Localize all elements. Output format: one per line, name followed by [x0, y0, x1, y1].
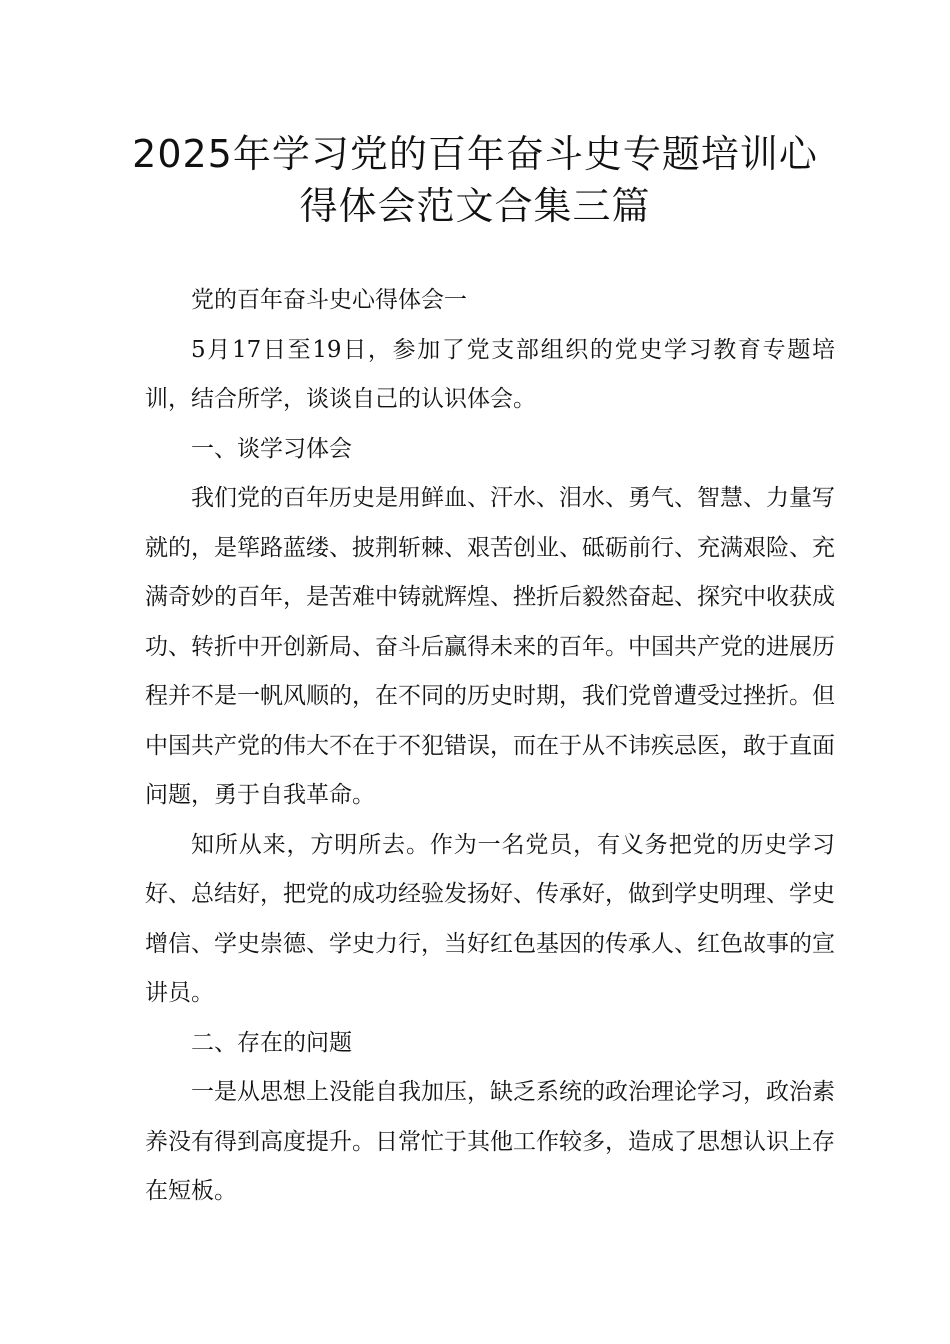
document-title [60, 128, 890, 232]
title-line-1: 2025年学习党的百年奋斗史专题培训心 [132, 132, 818, 176]
body-paragraph: 5月17日至19日，参加了党支部组织的党史学习教育专题培训，结合所学，谈谈自己的认识体会。 [145, 336, 835, 412]
document-body [145, 276, 835, 1217]
subsection-heading: 一、谈学习体会 [191, 435, 352, 462]
section-heading: 党的百年奋斗史心得体会一 [191, 287, 467, 313]
body-paragraph: 一是从思想上没能自我加压，缺乏系统的政治理论学习，政治素养没有得到高度提升。日常忙于其他工作较多，造成了思想认识上存在短板。 [145, 1079, 835, 1204]
body-paragraph: 我们党的百年历史是用鲜血、汗水、泪水、勇气、智慧、力量写就的，是筚路蓝缕、披荆斩棘、艰苦创业、砥砺前行、充满艰险、充满奇妙的百年，是苦难中铸就辉煌、挫折后毅然奋起、探究中收获成功、转折中开创新局、奋斗后赢得未来的百年。中国共产党的进展历程并不是一帆风顺的，在不同的历史时期，我们党曾遭受过挫折。但中国共产党的伟大不在于不犯错误，而在于从不讳疾忌医，敢于直面问题，勇于自我革命。 [145, 485, 835, 808]
body-paragraph: 知所从来，方明所去。作为一名党员，有义务把党的历史学习好、总结好，把党的成功经验发扬好、传承好，做到学史明理、学史增信、学史崇德、学史力行，当好红色基因的传承人、红色故事的宣讲员。 [145, 831, 835, 1006]
subsection-heading: 二、存在的问题 [191, 1029, 352, 1056]
title-line-2: 得体会范文合集三篇 [299, 184, 651, 228]
